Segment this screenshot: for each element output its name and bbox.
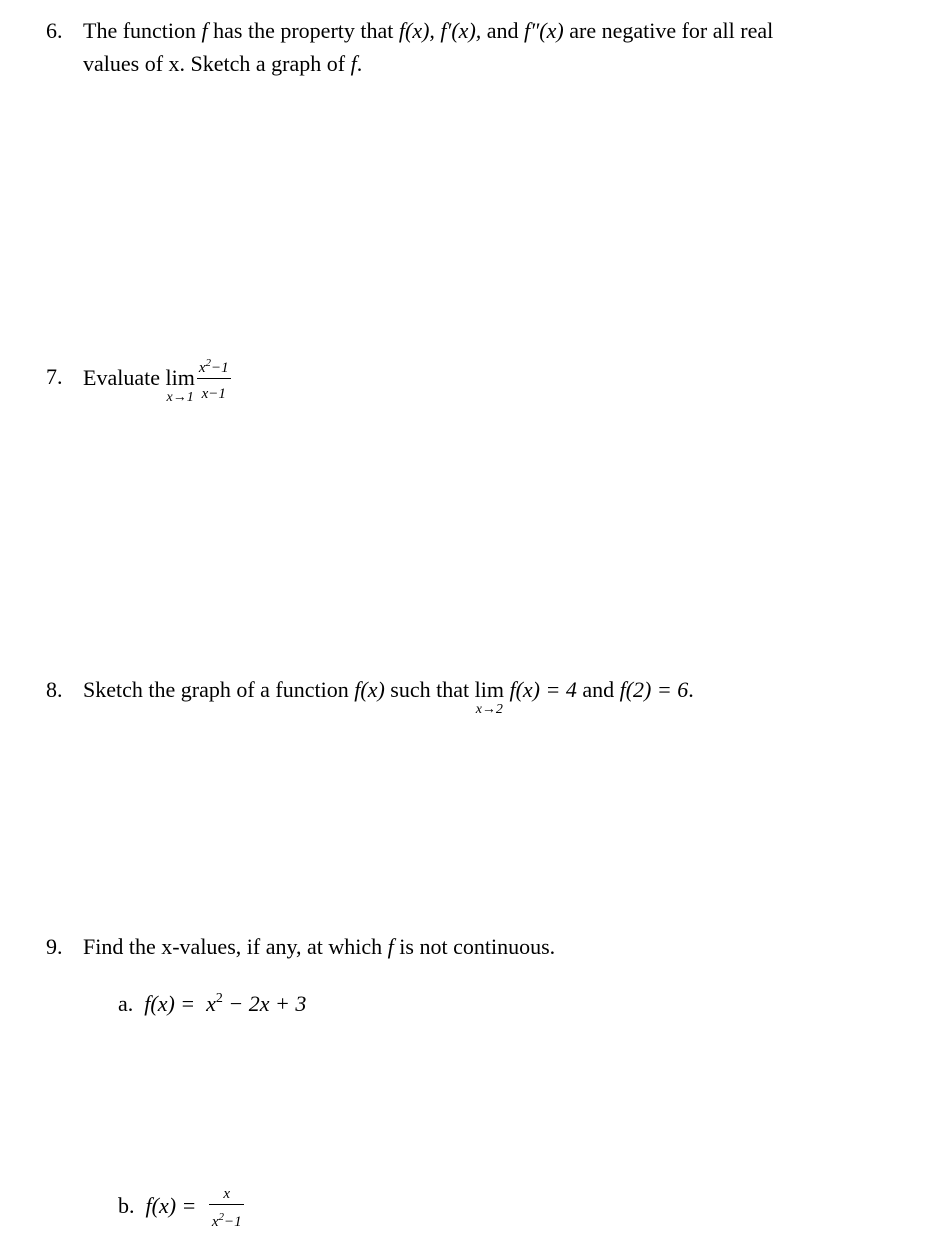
math-lhs: f(x) = xyxy=(145,1193,202,1219)
part-a xyxy=(118,991,306,1017)
text: values of x. Sketch a graph of xyxy=(83,51,351,76)
math-f2: f(2) = 6 xyxy=(619,677,689,702)
text: Find the x-values, if any, at which xyxy=(83,934,388,959)
math-f: f xyxy=(350,51,357,76)
part-b xyxy=(118,1186,244,1230)
text: such that xyxy=(384,677,475,702)
math-limit-expr: f(x) = 4 xyxy=(509,677,577,702)
num-exp: 2 xyxy=(205,357,211,369)
den-base: x xyxy=(211,1214,219,1230)
question-number: 8. xyxy=(46,677,63,702)
denominator: x−1 xyxy=(201,386,226,402)
text: are negative for all real xyxy=(563,18,774,43)
fraction xyxy=(197,358,231,402)
text: . xyxy=(688,677,694,702)
question-number: 6. xyxy=(46,18,63,43)
denominator xyxy=(210,1205,244,1230)
lim-subscript: x→1 xyxy=(166,390,194,406)
question-9-text xyxy=(83,934,555,960)
part-label: b. xyxy=(118,1193,135,1219)
question-number: 9. xyxy=(46,934,63,959)
lim-label: lim xyxy=(165,365,195,391)
question-6-line-1 xyxy=(83,18,773,44)
text: is not continuous. xyxy=(393,934,556,959)
text: Sketch the graph of a function xyxy=(83,677,355,702)
den-rest: −1 xyxy=(223,1214,242,1230)
numerator xyxy=(197,358,231,379)
text: and xyxy=(481,18,525,43)
math-f: f xyxy=(201,18,208,43)
math-exp: 2 xyxy=(215,991,223,1006)
text: and xyxy=(576,677,620,702)
limit-operator xyxy=(165,366,194,405)
math-rest: − 2x + 3 xyxy=(222,991,307,1016)
text: . xyxy=(356,51,363,76)
text: Evaluate xyxy=(83,365,166,391)
text: has the property that xyxy=(207,18,399,43)
question-7-text xyxy=(83,358,231,405)
lim-label: lim xyxy=(474,677,504,702)
numerator: x xyxy=(209,1186,244,1205)
question-number: 7. xyxy=(46,364,63,389)
question-6-line-2 xyxy=(83,51,362,77)
question-8-text xyxy=(83,677,694,717)
math-fprime: f′(x), xyxy=(440,18,482,43)
math-fdoubleprime: f″(x) xyxy=(524,18,564,43)
math-f: f xyxy=(387,934,394,959)
lim-subscript: x→2 xyxy=(475,702,503,717)
text: The function xyxy=(83,18,202,43)
math-lhs: f(x) = xyxy=(144,991,201,1016)
math-fx: f(x) xyxy=(354,677,385,702)
num-base: x xyxy=(198,360,206,376)
num-rest: −1 xyxy=(210,360,229,376)
math-x: x xyxy=(206,991,216,1016)
fraction xyxy=(209,1186,244,1230)
part-label: a. xyxy=(118,991,134,1016)
math-fx: f(x), xyxy=(398,18,435,43)
limit-operator xyxy=(475,678,504,717)
den-exp: 2 xyxy=(218,1211,224,1223)
